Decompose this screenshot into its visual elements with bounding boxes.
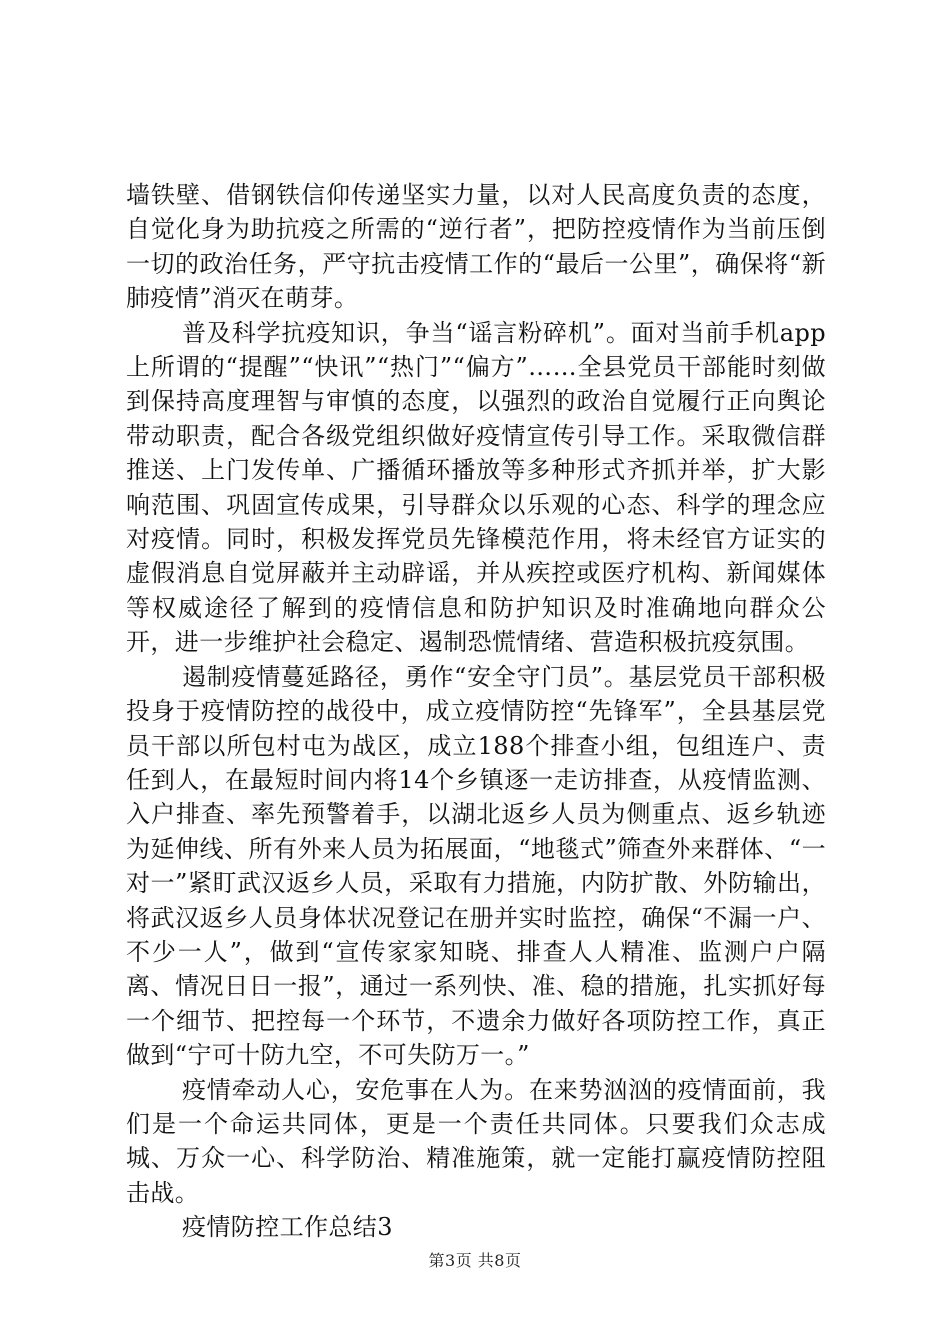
section-heading: 疫情防控工作总结3 <box>182 1213 393 1242</box>
page-footer <box>0 1248 950 1271</box>
paragraph-safety-gatekeeper: 遏制疫情蔓延路径，勇作“安全守门员”。基层党员干部积极投身于疫情防控的战役中，成立疫情防控“先锋军”，全县基层党员干部以所包村屯为战区，成立188个排查小组，包组连户、责任到人，在最短时间内将14个乡镇逐一走访排查，从疫情监测、入户排查、率先预警着手，以湖北返乡人员为侧重点、返乡轨迹为延伸线、所有外来人员为拓展面，“地毯式”筛查外来群体、“一对一”紧盯武汉返乡人员，采取有力措施，内防扩散、外防输出，将武汉返乡人员身体状况登记在册并实时监控，确保“不漏一户、不少一人”，做到“宣传家家知晓、排查人人精准、监测户户隔离、情况日日一报”，通过一系列快、准、稳的措施，扎实抓好每一个细节、把控每一个环节，不遗余力做好各项防控工作，真正做到“宁可十防九空，不可失防万一。” <box>126 662 826 1070</box>
document-body <box>126 178 826 1245</box>
paragraph-continuation: 墙铁壁、借钢铁信仰传递坚实力量，以对人民高度负责的态度，自觉化身为助抗疫之所需的“逆行者”，把防控疫情作为当前压倒一切的政治任务，严守抗击疫情工作的“最后一公里”，确保将“新肺疫情”消灭在萌芽。 <box>126 181 826 313</box>
page-number-label: 第3页 共8页 <box>428 1251 522 1270</box>
paragraph-conclusion: 疫情牵动人心，安危事在人为。在来势汹汹的疫情面前，我们是一个命运共同体，更是一个责任共同体。只要我们众志成城、万众一心、科学防治、精准施策，就一定能打赢疫情防控阻击战。 <box>126 1075 826 1207</box>
paragraph-rumor-crusher: 普及科学抗疫知识，争当“谣言粉碎机”。面对当前手机app上所谓的“提醒”“快讯”“热门”“偏方”……全县党员干部能时刻做到保持高度理智与审慎的态度，以强烈的政治自觉履行正向舆论带动职责，配合各级党组织做好疫情宣传引导工作。采取微信群推送、上门发传单、广播循环播放等多种形式齐抓并举，扩大影响范围、巩固宣传成果，引导群众以乐观的心态、科学的理念应对疫情。同时，积极发挥党员先锋模范作用，将未经官方证实的虚假消息自觉屏蔽并主动辟谣，并从疾控或医疗机构、新闻媒体等权威途径了解到的疫情信息和防护知识及时准确地向群众公开，进一步维护社会稳定、遏制恐慌情绪、营造积极抗疫氛围。 <box>126 318 826 657</box>
